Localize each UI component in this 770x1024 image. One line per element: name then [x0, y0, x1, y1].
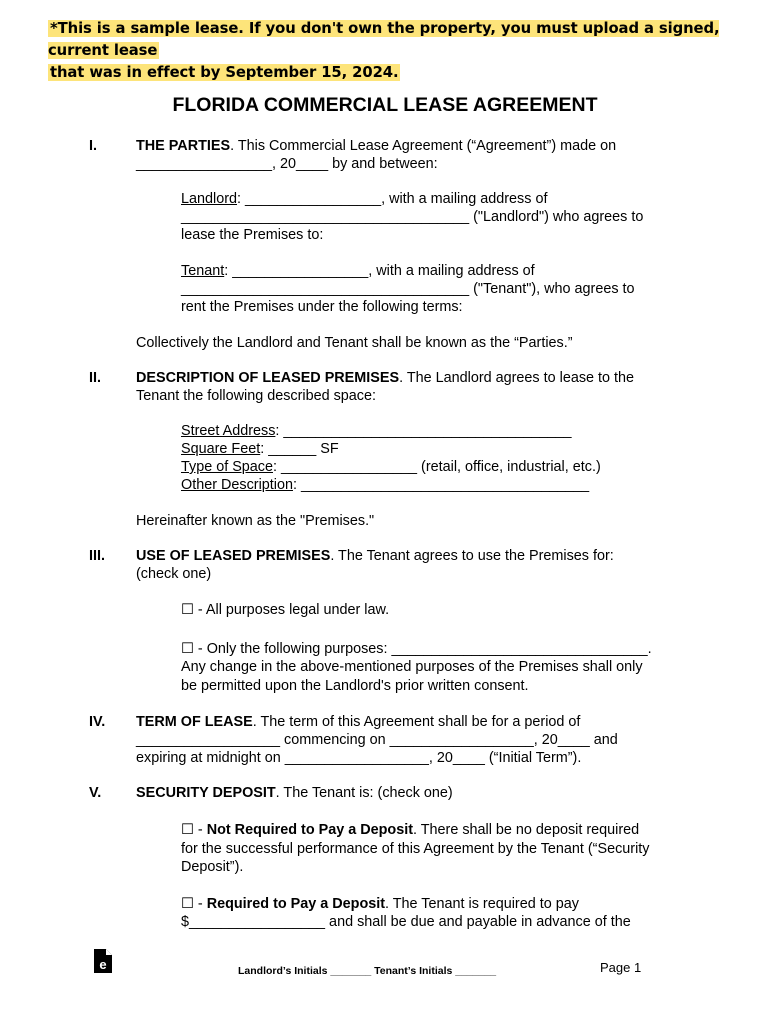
document-logo-icon — [93, 948, 113, 974]
page-number: Page 1 — [600, 960, 642, 975]
deposit-required-line-2: $_________________ and shall be due and payable in advance of the — [181, 914, 631, 930]
section-1-number: I. — [89, 138, 97, 154]
tenant-text: : _________________, with a mailing address of — [224, 263, 535, 279]
type-of-space-value: : _________________ (retail, office, industrial, etc.) — [273, 459, 601, 475]
other-description-value: : ____________________________________ — [292, 477, 590, 493]
deposit-option-required[interactable] — [181, 895, 579, 913]
tenant-line-3: rent the Premises under the following terms: — [181, 299, 463, 315]
deposit-not-required-heading: Not Required to Pay a Deposit — [206, 822, 413, 838]
section-4-text: . The term of this Agreement shall be for a period of — [252, 714, 581, 730]
section-3-text: . The Tenant agrees to use the Premises for: — [330, 548, 614, 564]
square-feet-line — [181, 440, 339, 458]
initials-footer: Landlord’s Initials _______ Tenant’s Initials _______ — [238, 965, 497, 977]
tenant-line-1 — [181, 262, 535, 280]
section-3-heading: USE OF LEASED PREMISES — [136, 548, 331, 564]
section-1-heading: THE PARTIES — [136, 138, 231, 154]
section-2-number: II. — [89, 370, 101, 386]
tenant-line-2: ____________________________________ ("Tenant"), who agrees to — [181, 281, 635, 297]
document-title: FLORIDA COMMERCIAL LEASE AGREEMENT — [172, 94, 598, 116]
section-2-text: . The Landlord agrees to lease to the — [399, 370, 635, 386]
landlord-line-1 — [181, 190, 547, 208]
use-option-only-following[interactable]: ☐ - Only the following purposes: ________________________________. — [181, 641, 652, 657]
section-3-number: III. — [89, 548, 105, 564]
section-5-line-1 — [136, 784, 453, 802]
section-2-line-1 — [136, 369, 634, 387]
notice-line-1: *This is a sample lease. If you don't own the property, you must upload a signed, current lease — [48, 20, 720, 59]
svg-text:e: e — [99, 957, 107, 972]
type-of-space-label: Type of Space — [181, 459, 273, 475]
square-feet-value: : ______ SF — [260, 441, 339, 457]
premises-definition: Hereinafter known as the "Premises." — [136, 513, 375, 529]
checkbox-icon[interactable]: ☐ - — [181, 822, 207, 838]
deposit-not-required-line-3: Deposit”). — [181, 859, 244, 875]
other-description-label: Other Description — [181, 477, 293, 493]
deposit-required-text: . The Tenant is required to pay — [385, 896, 579, 912]
type-of-space-line — [181, 458, 601, 476]
deposit-required-heading: Required to Pay a Deposit — [206, 896, 386, 912]
notice-line-2: that was in effect by September 15, 2024. — [50, 64, 399, 81]
section-4-heading: TERM OF LEASE — [136, 714, 253, 730]
section-5-number: V. — [89, 785, 102, 801]
section-5-text: . The Tenant is: (check one) — [275, 785, 453, 801]
sample-lease-notice — [48, 18, 770, 84]
section-2-line-2: Tenant the following described space: — [136, 388, 376, 404]
parties-collective: Collectively the Landlord and Tenant shall be known as the “Parties.” — [136, 335, 573, 351]
section-5-heading: SECURITY DEPOSIT — [136, 785, 276, 801]
section-4-line-3: expiring at midnight on __________________, 20____ (“Initial Term”). — [136, 750, 582, 766]
deposit-not-required-text: . There shall be no deposit required — [413, 822, 640, 838]
street-address-line — [181, 422, 572, 440]
landlord-line-2: ____________________________________ ("Landlord") who agrees to — [181, 209, 644, 225]
deposit-option-not-required[interactable] — [181, 821, 639, 839]
section-3-line-2: (check one) — [136, 566, 212, 582]
section-3-line-1 — [136, 547, 614, 565]
section-4-line-2: __________________ commencing on __________________, 20____ and — [136, 732, 618, 748]
section-4-line-1 — [136, 713, 580, 731]
tenant-label: Tenant — [181, 263, 225, 279]
square-feet-label: Square Feet — [181, 441, 261, 457]
use-option-line-2: Any change in the above-mentioned purposes of the Premises shall only — [181, 659, 643, 675]
checkbox-icon[interactable]: ☐ - — [181, 896, 207, 912]
other-description-line — [181, 476, 589, 494]
section-1-text: . This Commercial Lease Agreement (“Agreement”) made on — [230, 138, 617, 154]
landlord-line-3: lease the Premises to: — [181, 227, 324, 243]
landlord-label: Landlord — [181, 191, 238, 207]
landlord-text: : _________________, with a mailing address of — [237, 191, 548, 207]
use-option-line-3: be permitted upon the Landlord's prior written consent. — [181, 678, 529, 694]
street-address-value: : ____________________________________ — [275, 423, 572, 439]
street-address-label: Street Address — [181, 423, 276, 439]
section-4-number: IV. — [89, 714, 106, 730]
deposit-not-required-line-2: for the successful performance of this Agreement by the Tenant (“Security — [181, 841, 650, 857]
section-1-line-1 — [136, 137, 616, 155]
section-1-line-2: _________________, 20____ by and between: — [136, 156, 438, 172]
use-option-all-purposes[interactable]: ☐ - All purposes legal under law. — [181, 602, 390, 618]
section-2-heading: DESCRIPTION OF LEASED PREMISES — [136, 370, 400, 386]
